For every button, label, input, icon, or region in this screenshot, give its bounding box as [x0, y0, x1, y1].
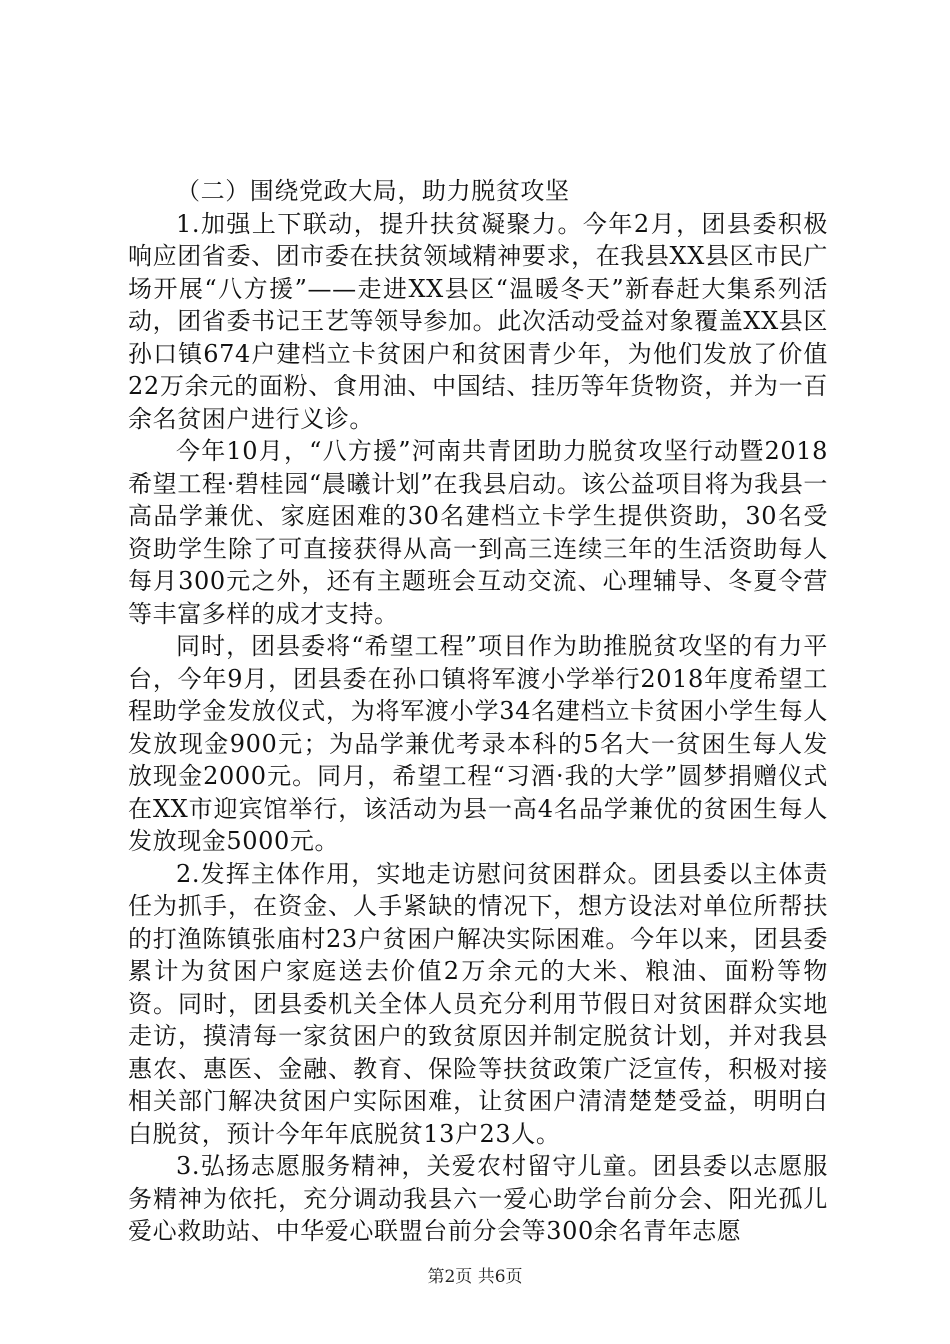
paragraph-4: 2.发挥主体作用，实地走访慰问贫困群众。团县委以主体责任为抓手，在资金、人手紧缺的情况下，想方设法对单位所帮扶的打渔陈镇张庙村23户贫困户解决实际困难。今年以来，团县委累计为贫困户家庭送去价值2万余元的大米、粮油、面粉等物资。同时，团县委机关全体人员充分利用节假日对贫困群众实地走访，摸清每一家贫困户的致贫原因并制定脱贫计划，并对我县惠农、惠医、金融、教育、保险等扶贫政策广泛宣传，积极对接相关部门解决贫困户实际困难，让贫困户清清楚楚受益，明明白白脱贫，预计今年年底脱贫13户23人。	[128, 859, 828, 1148]
paragraph-1: 1.加强上下联动，提升扶贫凝聚力。今年2月，团县委积极响应团省委、团市委在扶贫领域精神要求，在我县XX县区市民广场开展“八方援”——走进XX县区“温暖冬天”新春赶大集系列活动，团省委书记王艺等领导参加。此次活动受益对象覆盖XX县区孙口镇674户建档立卡贫困户和贫困青少年，为他们发放了价值22万余元的面粉、食用油、中国结、挂历等年货物资，并为一百余名贫困户进行义诊。	[128, 209, 828, 433]
paragraph-5: 3.弘扬志愿服务精神，关爱农村留守儿童。团县委以志愿服务精神为依托，充分调动我县六一爱心助学台前分会、阳光孤儿爱心救助站、中华爱心联盟台前分会等300余名青年志愿	[128, 1152, 828, 1245]
section-heading: （二）围绕党政大局，助力脱贫攻坚	[176, 177, 570, 205]
body-text	[128, 175, 828, 1248]
paragraph-2: 今年10月，“八方援”河南共青团助力脱贫攻坚行动暨2018希望工程·碧桂园“晨曦计划”在我县启动。该公益项目将为我县一高品学兼优、家庭困难的30名建档立卡学生提供资助，30名受资助学生除了可直接获得从高一到高三连续三年的生活资助每人每月300元之外，还有主题班会互动交流、心理辅导、冬夏令营等丰富多样的成才支持。	[128, 437, 828, 628]
paragraph-3: 同时，团县委将“希望工程”项目作为助推脱贫攻坚的有力平台，今年9月，团县委在孙口镇将军渡小学举行2018年度希望工程助学金发放仪式，为将军渡小学34名建档立卡贫困小学生每人发放现金900元；为品学兼优考录本科的5名大一贫困生每人发放现金2000元。同月，希望工程“习酒·我的大学”圆梦捐赠仪式在XX市迎宾馆举行，该活动为县一高4名品学兼优的贫困生每人发放现金5000元。	[128, 632, 828, 855]
page-footer: 第2页 共6页	[427, 1267, 523, 1287]
